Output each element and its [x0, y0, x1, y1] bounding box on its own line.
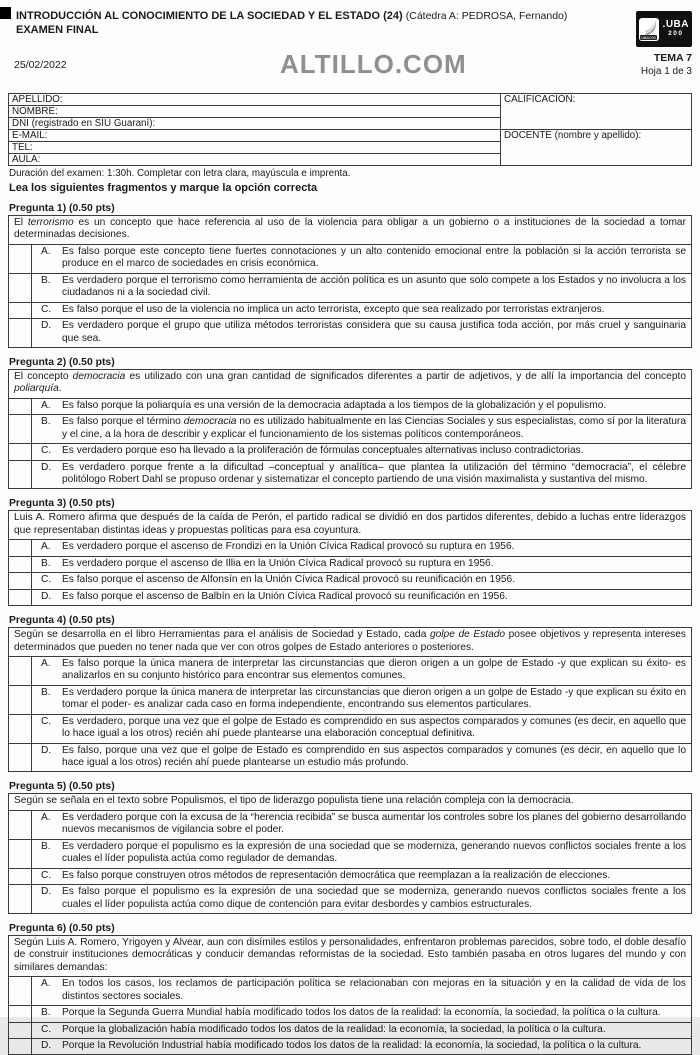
calificacion-field[interactable]: [501, 94, 692, 130]
option-text: [62, 462, 686, 487]
option-letter: C.: [41, 1023, 52, 1035]
option-body: [32, 540, 691, 555]
emphasized-text: democracia: [72, 370, 126, 382]
option-text: [62, 1024, 686, 1036]
option-row: [9, 274, 691, 303]
exam-type: EXAMEN FINAL: [16, 23, 99, 36]
option-body: [32, 1006, 691, 1021]
text-part: En todos los casos, los reclamos de participación política se relacionaban con mejoras en la situación y en la calidad de vida de los distintos sectores sociales.: [62, 978, 686, 1002]
answer-checkbox[interactable]: [9, 415, 32, 443]
option-text: [62, 745, 686, 770]
option-row: [9, 885, 691, 913]
question-label: Pregunta 2) (0.50 pts): [9, 356, 115, 368]
option-body: [32, 977, 691, 1005]
option-row: [9, 657, 691, 686]
text-part: Es falso porque la única manera de interpretar las circunstancias que dieron origen a un golpe de Estado -y que explican su éxito- es analizarlos en su conjunto histórico para encontrar sus elementos comunes.: [62, 657, 686, 682]
option-text: [62, 558, 686, 570]
question-label: Pregunta 5) (0.50 pts): [9, 781, 115, 793]
text-part: Según se desarrolla en el libro Herramientas para el análisis de Sociedad y Estado, cada: [14, 629, 430, 641]
swoosh-icon: [641, 18, 660, 37]
option-letter: C.: [41, 574, 52, 586]
option-letter: D.: [41, 744, 52, 756]
option-body: [32, 840, 691, 868]
question-table: [8, 215, 692, 348]
option-letter: B.: [41, 1007, 51, 1019]
emphasized-text: golpe de Estado: [429, 629, 506, 641]
text-part: Es verdadero porque frente a la dificultad –conceptual y analítica– que plantea la utilización del término “democracia”, el célebre politólogo Robert Dahl se propuso ordenar y sistematizar el concepto partiendo de una visión maximalista y sustantiva del mismo.: [62, 461, 686, 485]
option-body: [32, 415, 691, 443]
answer-checkbox[interactable]: [9, 319, 32, 347]
text-part: .: [58, 383, 62, 395]
question-table: [8, 369, 692, 490]
option-letter: D.: [41, 590, 52, 602]
answer-checkbox[interactable]: [9, 540, 32, 555]
answer-checkbox[interactable]: [9, 869, 32, 884]
text-part: no es utilizado habitualmente en las Ciencias Sociales y sus especialistas, como sí por la literatura y el cine, a la hora de describir y explicar el funcionamiento de los sistemas políticos contemporáneos.: [62, 416, 686, 440]
option-text: [62, 1007, 686, 1019]
text-part: Es falso porque el ascenso de Alfonsín en la Unión Cívica Radical provocó su reunificación en 1956.: [62, 574, 516, 586]
watermark: ALTILLO.COM: [280, 49, 467, 79]
option-letter: B.: [41, 840, 51, 852]
uba-logo-tile-icon: [639, 18, 659, 41]
option-row: [9, 1039, 691, 1054]
text-part: Es falso porque el populismo es la expresión de una sociedad que se moderniza, generando nuevos conflictos sociales frente a los cuales el líder populista actúa como dique de contención para evitar desbordes y cambios estructurales.: [62, 886, 686, 910]
text-part: Es falso porque el término: [62, 416, 184, 428]
option-text: [62, 812, 686, 837]
answer-checkbox[interactable]: [9, 557, 32, 572]
option-body: [32, 869, 691, 884]
option-body: [32, 715, 691, 743]
option-row: [9, 1023, 691, 1039]
question-table: [8, 935, 692, 1055]
option-letter: C.: [41, 869, 52, 881]
option-letter: B.: [41, 274, 51, 286]
student-form: [8, 93, 692, 166]
question-stem: [9, 794, 691, 810]
option-row: [9, 573, 691, 589]
option-body: [32, 1023, 691, 1038]
aula-field[interactable]: [9, 154, 501, 166]
question-table: [8, 793, 692, 914]
option-letter: D.: [41, 320, 52, 332]
text-part: Porque la Segunda Guerra Mundial había modificado todos los datos de la realidad: la economía, la sociedad, la política o la cultura.: [62, 1007, 661, 1019]
option-letter: B.: [41, 686, 51, 698]
option-row: [9, 557, 691, 573]
aula-label: AULA:: [12, 154, 41, 165]
main-instruction: Lea los siguientes fragmentos y marque la opción correcta: [9, 182, 318, 194]
option-text: [62, 1040, 686, 1052]
question-label: Pregunta 6) (0.50 pts): [9, 922, 115, 934]
option-body: [32, 461, 691, 489]
option-body: [32, 885, 691, 913]
option-body: [32, 399, 691, 414]
answer-checkbox[interactable]: [9, 811, 32, 839]
option-body: [32, 245, 691, 273]
email-label: E-MAIL:: [12, 130, 48, 141]
option-text: [62, 841, 686, 866]
text-part: Es verdadero porque el terrorismo como herramienta de acción política es un asunto que solo compete a los Estados y no involucra a los ciudadanos ni a la sociedad civil.: [62, 274, 686, 299]
option-letter: A.: [41, 657, 51, 669]
text-part: es utilizado con una gran cantidad de significados diferentes a partir de adjetivos, y de allí la importancia del concepto: [125, 370, 686, 382]
uba-logo-num: 200: [668, 30, 684, 38]
text-part: Es falso, porque una vez que el golpe de Estado es comprendido en sus aspectos comparados y comunes (es decir, en aquello que lo hace igual a los otros) recién ahí puede plantearse un estudio más profundo.: [62, 744, 686, 768]
option-letter: D.: [41, 461, 52, 473]
answer-checkbox[interactable]: [9, 245, 32, 273]
answer-checkbox[interactable]: [9, 977, 32, 1005]
calificacion-label: CALIFICACIÓN:: [504, 94, 576, 105]
option-row: [9, 1006, 691, 1022]
answer-checkbox[interactable]: [9, 840, 32, 868]
option-body: [32, 444, 691, 459]
option-row: [9, 869, 691, 885]
option-row: [9, 444, 691, 460]
option-row: [9, 715, 691, 744]
course-title-catedra: (Cátedra A: PEDROSA, Fernando): [405, 10, 568, 22]
option-letter: A.: [41, 978, 51, 990]
duration-note: Duración del examen: 1:30h. Completar con letra clara, mayúscula e imprenta.: [9, 168, 351, 179]
option-row: [9, 415, 691, 444]
option-text: [62, 400, 686, 412]
answer-checkbox[interactable]: [9, 1006, 32, 1021]
option-body: [32, 590, 691, 605]
text-part: Es falso porque el uso de la violencia no implica un acto terrorista, excepto que sea realizado por terroristas extranjeros.: [62, 303, 605, 315]
answer-checkbox[interactable]: [9, 657, 32, 685]
option-row: [9, 461, 691, 489]
text-part: Es verdadero porque el grupo que utiliza métodos terroristas considera que su causa justifica toda acción, por más cruel y sanguinaria que sea.: [62, 320, 686, 344]
answer-checkbox[interactable]: [9, 573, 32, 588]
option-text: [62, 870, 686, 882]
text-part: Es verdadero porque el populismo es la expresión de una sociedad que se moderniza, generando nuevos conflictos sociales frente a los cuales el líder populista actúa como regulador de demandas.: [62, 840, 686, 865]
question-stem: [9, 628, 691, 657]
option-body: [32, 573, 691, 588]
option-text: [62, 416, 686, 441]
option-text: [62, 275, 686, 300]
tema-label: TEMA 7: [653, 52, 692, 64]
header-right: [592, 11, 692, 77]
question-block: [8, 203, 692, 348]
dni-field[interactable]: [9, 118, 501, 130]
option-letter: C.: [41, 303, 52, 315]
uba-logo-tile-label: UBA200: [641, 34, 656, 40]
text-part: es un concepto que hace referencia al uso de la violencia para obligar a un gobierno o a instituciones de la sociedad a tomar determinadas decisiones.: [14, 217, 686, 241]
option-text: [62, 320, 686, 345]
option-letter: C.: [41, 715, 52, 727]
option-text: [62, 304, 686, 316]
answer-checkbox[interactable]: [9, 686, 32, 714]
answer-checkbox[interactable]: [9, 444, 32, 459]
emphasized-text: democracia: [183, 416, 237, 428]
text-part: Es verdadero porque el ascenso de Frondizi en la Unión Cívica Radical provocó su ruptura en 1956.: [62, 541, 515, 553]
text-part: posee objetivos y representa intereses determinados que pueden no tener nada que ver con otros golpes de Estado anteriores o posteriores.: [14, 629, 686, 653]
emphasized-text: terrorismo: [27, 217, 74, 228]
option-body: [32, 744, 691, 772]
option-row: [9, 303, 691, 319]
option-body: [32, 274, 691, 302]
question-block: [8, 781, 692, 914]
option-body: [32, 303, 691, 318]
option-letter: D.: [41, 886, 52, 898]
answer-checkbox[interactable]: [9, 1023, 32, 1038]
text-part: Es falso porque construyen otros métodos de representación democrática que reemplazan a la realización de elecciones.: [62, 869, 611, 881]
option-row: [9, 811, 691, 840]
apellido-field[interactable]: [9, 94, 501, 106]
option-letter: A.: [41, 811, 51, 823]
option-row: [9, 686, 691, 715]
option-row: [9, 744, 691, 772]
option-body: [32, 811, 691, 839]
header: [8, 9, 692, 93]
text-part: Es verdadero, porque una vez que el golpe de Estado es comprendido en sus aspectos comparados y comunes (es decir, en aquello que lo hace igual a los otros) recién ahí puede plantearse una elaboración conceptual definitiva.: [62, 715, 686, 740]
option-body: [32, 319, 691, 347]
email-field[interactable]: [9, 130, 501, 142]
option-text: [62, 658, 686, 683]
text-part: Es verdadero porque con la excusa de la “herencia recibida” se busca aumentar los controles sobre los planes del gobierno desarrollando nuevos mecanismos de vigilancia sobre el poder.: [62, 811, 686, 836]
option-text: [62, 574, 686, 586]
text-part: Es falso porque el ascenso de Balbín en la Unión Cívica Radical provocó su reunificación en 1956.: [62, 590, 508, 602]
option-row: [9, 590, 691, 605]
question-block: [8, 615, 692, 772]
answer-checkbox[interactable]: [9, 1039, 32, 1054]
exam-date: 25/02/2022: [14, 59, 67, 71]
course-title-bold: INTRODUCCIÓN AL CONOCIMIENTO DE LA SOCIEDAD Y EL ESTADO (24): [16, 10, 403, 22]
answer-checkbox[interactable]: [9, 744, 32, 772]
option-letter: A.: [41, 541, 51, 553]
option-letter: A.: [41, 245, 51, 257]
answer-checkbox[interactable]: [9, 590, 32, 605]
docente-field[interactable]: [501, 130, 692, 166]
emphasized-text: poliarquía: [14, 383, 59, 395]
option-text: [62, 591, 686, 603]
question-label: Pregunta 4) (0.50 pts): [9, 615, 115, 627]
option-body: [32, 1039, 691, 1054]
option-text: [62, 687, 686, 712]
answer-checkbox[interactable]: [9, 399, 32, 414]
course-title: [16, 9, 692, 24]
questions-container: [8, 203, 692, 1055]
question-stem: [9, 216, 691, 245]
docente-label: DOCENTE (nombre y apellido):: [504, 130, 642, 141]
text-part: Luis A. Romero afirma que después de la caída de Perón, el partido radical se dividió en dos partidos diferentes, debido a luchas entre liderazgos que representaban distintas ideas y propuestas políticas para esa coyuntura.: [14, 512, 686, 536]
answer-checkbox[interactable]: [9, 461, 32, 489]
text-part: Según Luis A. Romero, Yrigoyen y Alvear, aun con disímiles estilos y personalidades, enfrentaron problemas parecidos, sobre todo, el doble desafío de construir instituciones democráticas y conducir demandas reformistas de la sociedad. Esto también pasaba en otros lugares del mundo y con similares demandas:: [14, 936, 686, 973]
question-stem: [9, 511, 691, 540]
text-part: Es verdadero porque eso ha llevado a la proliferación de fórmulas conceptuales alternativas incluso contradictorias.: [62, 445, 584, 457]
tel-field[interactable]: [9, 142, 501, 154]
question-table: [8, 510, 692, 606]
question-block: [8, 923, 692, 1055]
question-label: Pregunta 3) (0.50 pts): [9, 498, 115, 510]
nombre-label: NOMBRE:: [12, 106, 58, 117]
text-part: Es verdadero porque el ascenso de Illia en la Unión Cívica Radical provocó su ruptura en 1956.: [62, 557, 494, 569]
option-letter: A.: [41, 399, 51, 411]
apellido-label: APELLIDO:: [12, 94, 63, 105]
option-row: [9, 245, 691, 274]
text-part: Es falso porque la poliarquía es una versión de la democracia adaptada a los tiempos de la globalización y el populismo.: [62, 399, 607, 411]
question-stem: [9, 936, 691, 977]
uba-logo-text: [663, 20, 689, 38]
option-body: [32, 686, 691, 714]
question-stem: [9, 370, 691, 399]
tel-label: TEL:: [12, 142, 33, 153]
hoja-label: Hoja 1 de 3: [640, 66, 692, 77]
option-row: [9, 319, 691, 347]
uba-logo-uba: .UBA: [662, 19, 689, 31]
question-label: Pregunta 1) (0.50 pts): [9, 203, 115, 214]
option-text: [62, 541, 686, 553]
option-text: [62, 445, 686, 457]
uba-logo: [636, 11, 692, 47]
answer-checkbox[interactable]: [9, 715, 32, 743]
text-part: Porque la globalización había modificado todos los datos de la realidad: la economía, la sociedad, la política o la cultura.: [62, 1023, 606, 1035]
option-row: [9, 840, 691, 869]
answer-checkbox[interactable]: [9, 885, 32, 913]
option-body: [32, 557, 691, 572]
option-body: [32, 657, 691, 685]
text-part: Según se señala en el texto sobre Populismos, el tipo de liderazgo populista tiene una relación compleja con la democracia.: [14, 795, 574, 807]
text-part: Es falso porque este concepto tiene fuertes connotaciones y un alto contenido emocional entre la población si la acción terrorista se produce en el marco de sociedades en crisis económica.: [62, 245, 686, 270]
option-row: [9, 399, 691, 415]
question-block: [8, 498, 692, 606]
option-text: [62, 716, 686, 741]
option-row: [9, 977, 691, 1006]
option-text: [62, 886, 686, 911]
option-letter: B.: [41, 557, 51, 569]
option-text: [62, 978, 686, 1003]
option-letter: B.: [41, 416, 51, 428]
option-letter: C.: [41, 445, 52, 457]
answer-checkbox[interactable]: [9, 274, 32, 302]
nombre-field[interactable]: [9, 106, 501, 118]
answer-checkbox[interactable]: [9, 303, 32, 318]
text-part: Es verdadero porque la única manera de interpretar las circunstancias que dieron origen a un golpe de Estado -y que explican su éxito en tomar el poder- es analizar cada caso en forma independiente, encontrando sus elementos particulares.: [62, 686, 686, 711]
option-row: [9, 540, 691, 556]
option-text: [62, 246, 686, 271]
text-part: El: [14, 217, 28, 228]
option-letter: D.: [41, 1040, 52, 1051]
dni-label: DNI (registrado en SIU Guaraní):: [12, 118, 156, 129]
text-part: El concepto: [14, 370, 73, 382]
text-part: Porque la Revolución Industrial había modificado todos los datos de la realidad: la economía, la sociedad, la política o la cultura.: [62, 1040, 642, 1051]
question-table: [8, 627, 692, 772]
question-block: [8, 357, 692, 490]
